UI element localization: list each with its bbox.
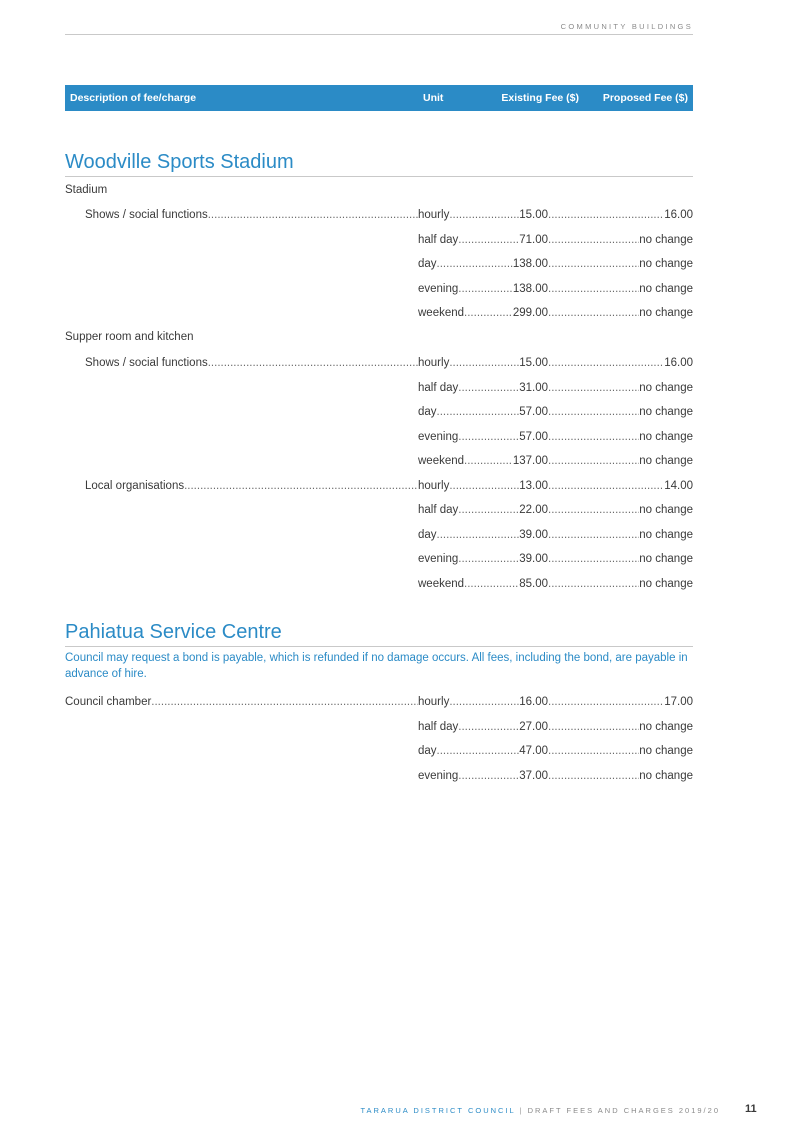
existing-fee: 299.00 [512, 307, 548, 319]
proposed-fee: no change [639, 233, 693, 246]
fee-description: Shows / social functions [85, 357, 208, 369]
page-footer [360, 1106, 720, 1115]
fee-row [65, 502, 693, 518]
proposed-fee: no change [639, 769, 693, 782]
proposed-fee: no change [639, 553, 693, 565]
fee-unit: weekend [418, 307, 465, 319]
proposed-fee: 16.00 [664, 209, 693, 221]
group-label-supper-room: Supper room and kitchen [65, 331, 194, 343]
fee-unit-existing-cell [418, 380, 548, 396]
existing-fee: 71.00 [519, 233, 548, 246]
fee-description: Council chamber [65, 696, 152, 708]
existing-fee: 39.00 [519, 528, 548, 541]
proposed-fee: no change [639, 406, 693, 418]
existing-fee: 15.00 [519, 357, 548, 369]
fee-description-cell [65, 207, 418, 223]
proposed-fee: no change [639, 282, 693, 295]
proposed-fee: no change [639, 381, 693, 394]
existing-fee: 27.00 [519, 720, 548, 733]
fee-unit: evening [418, 769, 459, 782]
fee-unit: hourly [418, 209, 450, 221]
column-header-existing-fee: Existing Fee ($) [501, 92, 579, 104]
footer-document-title: DRAFT FEES AND CHARGES 2019/20 [527, 1106, 720, 1115]
existing-fee: 138.00 [512, 282, 548, 295]
proposed-fee-cell [548, 232, 693, 248]
column-header-bar [65, 85, 693, 111]
fee-unit: half day [418, 720, 459, 733]
existing-fee: 138.00 [512, 258, 548, 270]
fee-row [65, 355, 693, 371]
fee-unit-existing-cell [418, 429, 548, 445]
proposed-fee-cell [548, 429, 693, 445]
existing-fee: 31.00 [519, 381, 548, 394]
existing-fee: 16.00 [519, 696, 548, 708]
fee-row [65, 380, 693, 396]
fee-unit: day [418, 528, 437, 541]
fee-unit-existing-cell [418, 305, 548, 321]
fee-unit-existing-cell [418, 743, 548, 759]
fee-unit: weekend [418, 455, 465, 467]
proposed-fee: 16.00 [664, 357, 693, 369]
fee-unit: weekend [418, 577, 465, 590]
fee-unit: evening [418, 553, 459, 565]
fee-unit: day [418, 258, 437, 270]
group-label-stadium: Stadium [65, 184, 108, 196]
fee-description-cell [65, 478, 418, 494]
fee-unit-existing-cell [418, 576, 548, 592]
proposed-fee-cell [548, 502, 693, 518]
column-header-unit: Unit [423, 92, 444, 104]
fee-row [65, 404, 693, 420]
fee-unit-existing-cell [418, 207, 548, 223]
proposed-fee: 14.00 [664, 479, 693, 492]
proposed-fee: no change [639, 430, 693, 443]
existing-fee: 47.00 [519, 745, 548, 757]
existing-fee: 39.00 [519, 553, 548, 565]
proposed-fee-cell [548, 719, 693, 735]
proposed-fee-cell [548, 404, 693, 420]
proposed-fee: no change [639, 720, 693, 733]
fee-unit-existing-cell [418, 453, 548, 469]
existing-fee: 57.00 [519, 406, 548, 418]
footer-separator: | [519, 1106, 524, 1115]
bond-note: Council may request a bond is payable, which is refunded if no damage occurs. All fees, including the bond, are payable in advance of hire. [65, 652, 688, 680]
proposed-fee-cell [548, 207, 693, 223]
fee-row [65, 478, 693, 494]
proposed-fee: no change [639, 258, 693, 270]
fee-unit: half day [418, 381, 459, 394]
fee-row [65, 305, 693, 321]
fee-unit: half day [418, 504, 459, 516]
proposed-fee-cell [548, 694, 693, 710]
header-rule [65, 34, 693, 35]
column-header-description: Description of fee/charge [70, 92, 197, 104]
fee-unit: evening [418, 282, 459, 295]
fee-description-cell [65, 355, 418, 371]
fee-row [65, 527, 693, 543]
proposed-fee-cell [548, 743, 693, 759]
proposed-fee-cell [548, 281, 693, 297]
section-title-pahiatua: Pahiatua Service Centre [65, 621, 693, 647]
fee-unit-existing-cell [418, 551, 548, 567]
fee-unit: day [418, 406, 437, 418]
footer-organisation: TARARUA DISTRICT COUNCIL [360, 1106, 516, 1115]
fee-row [65, 743, 693, 759]
proposed-fee: no change [639, 455, 693, 467]
proposed-fee: no change [639, 504, 693, 516]
existing-fee: 85.00 [519, 577, 548, 590]
fee-unit: day [418, 745, 437, 757]
proposed-fee: no change [639, 307, 693, 319]
fee-row [65, 719, 693, 735]
fee-unit: half day [418, 233, 459, 246]
fee-description-cell [65, 694, 418, 710]
proposed-fee-cell [548, 355, 693, 371]
existing-fee: 15.00 [519, 209, 548, 221]
fee-unit-existing-cell [418, 768, 548, 784]
existing-fee: 22.00 [519, 504, 548, 516]
fee-unit-existing-cell [418, 404, 548, 420]
fee-row [65, 694, 693, 710]
running-head: COMMUNITY BUILDINGS [560, 22, 693, 31]
fee-unit: hourly [418, 696, 450, 708]
column-header-proposed-fee: Proposed Fee ($) [602, 92, 688, 104]
fee-row [65, 551, 693, 567]
proposed-fee-cell [548, 551, 693, 567]
fee-row [65, 281, 693, 297]
fee-unit-existing-cell [418, 502, 548, 518]
proposed-fee: 17.00 [664, 696, 693, 708]
existing-fee: 13.00 [519, 479, 548, 492]
proposed-fee: no change [639, 577, 693, 590]
fee-row [65, 207, 693, 223]
existing-fee: 57.00 [519, 430, 548, 443]
proposed-fee-cell [548, 256, 693, 272]
fee-unit: hourly [418, 357, 450, 369]
fee-unit: evening [418, 430, 459, 443]
proposed-fee-cell [548, 478, 693, 494]
proposed-fee-cell [548, 768, 693, 784]
proposed-fee: no change [639, 745, 693, 757]
fee-row [65, 256, 693, 272]
existing-fee: 137.00 [512, 455, 548, 467]
fee-description: Shows / social functions [85, 209, 208, 221]
fee-unit-existing-cell [418, 256, 548, 272]
proposed-fee-cell [548, 527, 693, 543]
fee-unit: hourly [418, 479, 450, 492]
fee-description: Local organisations [85, 479, 185, 492]
proposed-fee-cell [548, 380, 693, 396]
proposed-fee-cell [548, 453, 693, 469]
fee-unit-existing-cell [418, 527, 548, 543]
fee-unit-existing-cell [418, 281, 548, 297]
fee-row [65, 768, 693, 784]
proposed-fee: no change [639, 528, 693, 541]
existing-fee: 37.00 [519, 769, 548, 782]
fee-row [65, 232, 693, 248]
proposed-fee-cell [548, 576, 693, 592]
fee-unit-existing-cell [418, 478, 548, 494]
fee-unit-existing-cell [418, 719, 548, 735]
fee-row [65, 453, 693, 469]
fee-row [65, 576, 693, 592]
fee-unit-existing-cell [418, 355, 548, 371]
fee-unit-existing-cell [418, 694, 548, 710]
proposed-fee-cell [548, 305, 693, 321]
fee-unit-existing-cell [418, 232, 548, 248]
page-number: 11 [745, 1103, 757, 1115]
fee-row [65, 429, 693, 445]
section-title-woodville: Woodville Sports Stadium [65, 151, 693, 177]
